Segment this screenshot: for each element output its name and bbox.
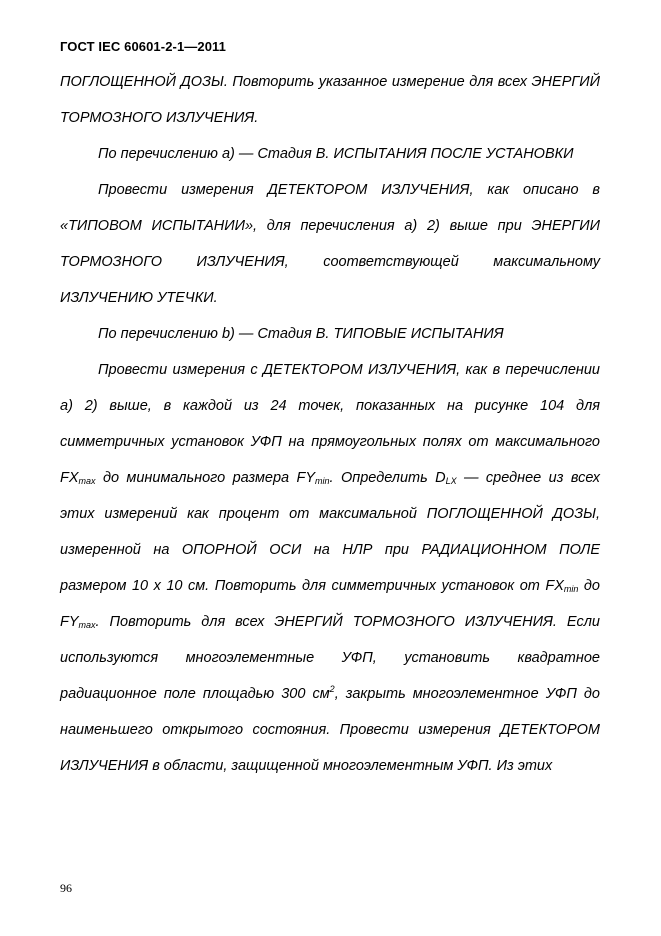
text-run: . Определить D — [329, 470, 446, 486]
text-run: . Повторить для всех ЭНЕРГИЙ ТОРМОЗНОГО ИЗЛУЧЕНИЯ. Если используются многоэлементные УФП, установить квадратное радиационное поле площадью 300 см — [60, 614, 600, 702]
subscript: min — [315, 476, 330, 486]
paragraph: ПОГЛОЩЕННОЙ ДОЗЫ. Повторить указанное измерение для всех ЭНЕРГИЙ ТОРМОЗНОГО ИЗЛУЧЕНИЯ. — [60, 74, 600, 126]
text-run: до FY — [60, 578, 600, 630]
paragraph: По перечислению b) — Стадия B. ТИПОВЫЕ ИСПЫТАНИЯ — [98, 326, 504, 342]
text-run: — среднее из всех этих измерений как процент от максимальной ПОГЛОЩЕННОЙ ДОЗЫ, измеренной на ОПОРНОЙ ОСИ на НЛР при РАДИАЦИОННОМ ПОЛЕ размером 10 х 10 см. Повторить для симметричных установок от FX — [60, 470, 601, 594]
document-body — [60, 64, 600, 784]
paragraph: Провести измерения ДЕТЕКТОРОМ ИЗЛУЧЕНИЯ, как описано в «ТИПОВОМ ИСПЫТАНИИ», для перечисления а) 2) выше при ЭНЕРГИИ ТОРМОЗНОГО ИЗЛУЧЕНИЯ, соответствующей максимальному ИЗЛУЧЕНИЮ УТЕЧКИ. — [60, 182, 600, 306]
text-run: до минимального размера FY — [95, 470, 316, 486]
subscript: min — [563, 584, 579, 594]
text-run: , закрыть многоэлементное УФП до наименьшего открытого состояния. Провести измерения ДЕТЕКТОРОМ ИЗЛУЧЕНИЯ в области, защищенной многоэлементным УФП. Из этих — [60, 686, 600, 774]
document-header: ГОСТ IEC 60601-2-1—2011 — [60, 39, 226, 54]
page-number: 96 — [60, 881, 72, 895]
text-run: Провести измерения с ДЕТЕКТОРОМ ИЗЛУЧЕНИЯ, как в перечислении а) 2) выше, в каждой из 24 точек, показанных на рисунке 104 для симметричных установок УФП на прямоугольных полях от максимального FX — [60, 362, 600, 486]
subscript: max — [78, 620, 96, 630]
paragraph-measurements — [60, 352, 600, 784]
subscript: max — [78, 476, 96, 486]
subscript: LX — [445, 476, 457, 486]
superscript: 2 — [329, 684, 335, 694]
paragraph: По перечислению а) — Стадия B. ИСПЫТАНИЯ ПОСЛЕ УСТАНОВКИ — [98, 146, 574, 162]
